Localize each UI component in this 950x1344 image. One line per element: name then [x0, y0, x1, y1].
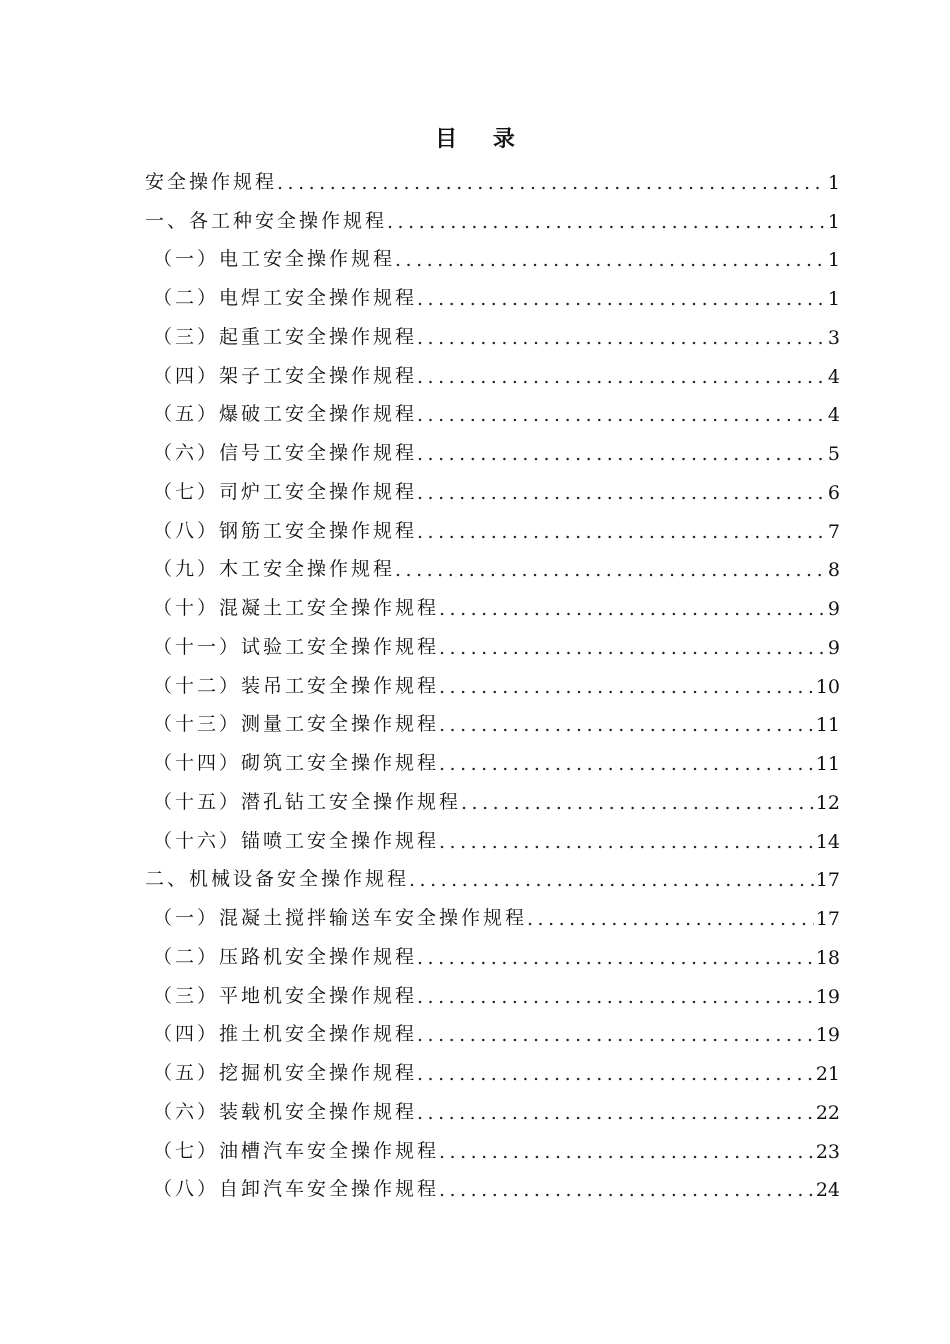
toc-entry-page-number: 4	[827, 404, 840, 427]
toc-entry-label: （八）自卸汽车安全操作规程	[153, 1178, 440, 1201]
toc-entry-label: （七）油槽汽车安全操作规程	[153, 1139, 440, 1162]
toc-entry-page-number: 9	[827, 636, 840, 659]
dot-leader	[417, 986, 814, 1014]
toc-entry-label: （三）平地机安全操作规程	[153, 984, 418, 1007]
dot-leader	[417, 327, 826, 355]
toc-entry-label: （七）司炉工安全操作规程	[153, 480, 418, 503]
toc-entry-label: （一）混凝土搅拌输送车安全操作规程	[153, 907, 528, 929]
dot-leader	[439, 1141, 814, 1169]
toc-entry-page-number: 3	[827, 326, 840, 349]
toc-entry-page-number: 9	[827, 598, 840, 620]
dot-leader	[387, 211, 826, 239]
toc-entry[interactable]	[145, 626, 840, 665]
dot-leader	[417, 1063, 814, 1091]
toc-entry-page-number: 8	[827, 559, 840, 582]
toc-entry-page-number: 17	[815, 869, 840, 892]
dot-leader	[439, 831, 814, 859]
toc-entry-label: （五）挖掘机安全操作规程	[153, 1062, 418, 1084]
toc-entry[interactable]	[145, 704, 840, 743]
toc-entry-label: （十六）锚喷工安全操作规程	[153, 829, 440, 852]
toc-entry-label: （四）架子工安全操作规程	[153, 364, 418, 387]
dot-leader	[417, 521, 826, 549]
toc-entry-label: （六）装载机安全操作规程	[153, 1100, 418, 1123]
toc-entry-page-number: 1	[827, 210, 840, 233]
dot-leader	[409, 869, 814, 897]
toc-entry-label: （十三）测量工安全操作规程	[153, 713, 440, 736]
toc-entry-label: （二）电焊工安全操作规程	[153, 287, 418, 309]
toc-entry-label: （四）推土机安全操作规程	[153, 1023, 418, 1046]
dot-leader	[439, 637, 826, 665]
table-of-contents	[145, 161, 840, 1207]
toc-entry[interactable]	[145, 432, 840, 471]
dot-leader	[461, 792, 814, 820]
toc-entry[interactable]	[145, 277, 840, 316]
dot-leader	[417, 443, 826, 471]
dot-leader	[439, 598, 826, 626]
toc-entry[interactable]	[145, 781, 840, 820]
toc-entry-label: （十一）试验工安全操作规程	[153, 635, 440, 658]
dot-leader	[439, 714, 814, 742]
toc-entry-label: （一）电工安全操作规程	[153, 248, 396, 271]
toc-entry-page-number: 18	[815, 946, 840, 969]
toc-entry[interactable]	[145, 355, 840, 394]
toc-entry-page-number: 23	[815, 1140, 840, 1163]
toc-entry[interactable]	[145, 742, 840, 781]
toc-entry[interactable]	[145, 665, 840, 704]
toc-entry[interactable]	[145, 471, 840, 510]
toc-entry-page-number: 21	[815, 1063, 840, 1085]
toc-entry-page-number: 4	[827, 365, 840, 388]
dot-leader	[395, 559, 826, 587]
toc-entry-label: （二）压路机安全操作规程	[153, 945, 418, 968]
dot-leader	[527, 908, 814, 936]
toc-entry-page-number: 11	[815, 753, 840, 775]
toc-entry-page-number: 1	[827, 288, 840, 310]
dot-leader	[439, 1179, 814, 1207]
toc-entry-label: （三）起重工安全操作规程	[153, 325, 418, 348]
dot-leader	[417, 482, 826, 510]
toc-entry[interactable]	[145, 820, 840, 859]
dot-leader	[395, 249, 826, 277]
toc-entry-page-number: 1	[827, 249, 840, 272]
toc-entry[interactable]	[145, 200, 840, 239]
toc-entry[interactable]	[145, 936, 840, 975]
toc-entry-label: 安全操作规程	[145, 170, 278, 193]
toc-entry[interactable]	[145, 897, 840, 936]
dot-leader	[417, 366, 826, 394]
dot-leader	[417, 404, 826, 432]
dot-leader	[439, 753, 814, 781]
toc-entry-label: （十五）潜孔钻工安全操作规程	[153, 790, 462, 813]
toc-entry[interactable]	[145, 316, 840, 355]
toc-entry[interactable]	[145, 859, 840, 898]
toc-entry-label: （六）信号工安全操作规程	[153, 442, 418, 464]
toc-entry[interactable]	[145, 1052, 840, 1091]
toc-entry[interactable]	[145, 239, 840, 278]
toc-entry-page-number: 14	[815, 830, 840, 853]
toc-entry[interactable]	[145, 394, 840, 433]
toc-entry-page-number: 19	[815, 985, 840, 1008]
toc-entry-label: （十）混凝土工安全操作规程	[153, 597, 440, 619]
dot-leader	[417, 1102, 814, 1130]
toc-entry-label: （十二）装吊工安全操作规程	[153, 674, 440, 697]
toc-entry[interactable]	[145, 1091, 840, 1130]
toc-entry-page-number: 6	[827, 481, 840, 504]
toc-entry[interactable]	[145, 1130, 840, 1169]
toc-entry-page-number: 5	[827, 443, 840, 465]
toc-entry[interactable]	[145, 975, 840, 1014]
toc-entry[interactable]	[145, 1169, 840, 1208]
toc-entry-page-number: 11	[815, 714, 840, 737]
toc-title: 目 录	[435, 127, 529, 152]
toc-entry-page-number: 7	[827, 520, 840, 543]
dot-leader	[439, 676, 814, 704]
toc-entry-label: 二、机械设备安全操作规程	[145, 868, 410, 891]
toc-entry-label: 一、各工种安全操作规程	[145, 209, 388, 232]
toc-entry-page-number: 24	[815, 1179, 840, 1202]
dot-leader	[417, 947, 814, 975]
dot-leader	[417, 288, 826, 316]
toc-entry-page-number: 10	[815, 675, 840, 698]
dot-leader	[417, 1024, 814, 1052]
toc-entry-label: （九）木工安全操作规程	[153, 558, 396, 581]
dot-leader	[277, 172, 826, 200]
toc-entry[interactable]	[145, 161, 840, 200]
toc-entry[interactable]	[145, 549, 840, 588]
toc-entry-label: （五）爆破工安全操作规程	[153, 403, 418, 426]
toc-entry-page-number: 19	[815, 1024, 840, 1047]
toc-entry-page-number: 17	[815, 908, 840, 930]
toc-entry[interactable]	[145, 510, 840, 549]
toc-entry[interactable]	[145, 587, 840, 626]
toc-entry-page-number: 1	[827, 171, 840, 194]
toc-entry-page-number: 12	[815, 791, 840, 814]
toc-entry-label: （十四）砌筑工安全操作规程	[153, 752, 440, 774]
toc-entry[interactable]	[145, 1014, 840, 1053]
toc-entry-page-number: 22	[815, 1101, 840, 1124]
toc-entry-label: （八）钢筋工安全操作规程	[153, 519, 418, 542]
